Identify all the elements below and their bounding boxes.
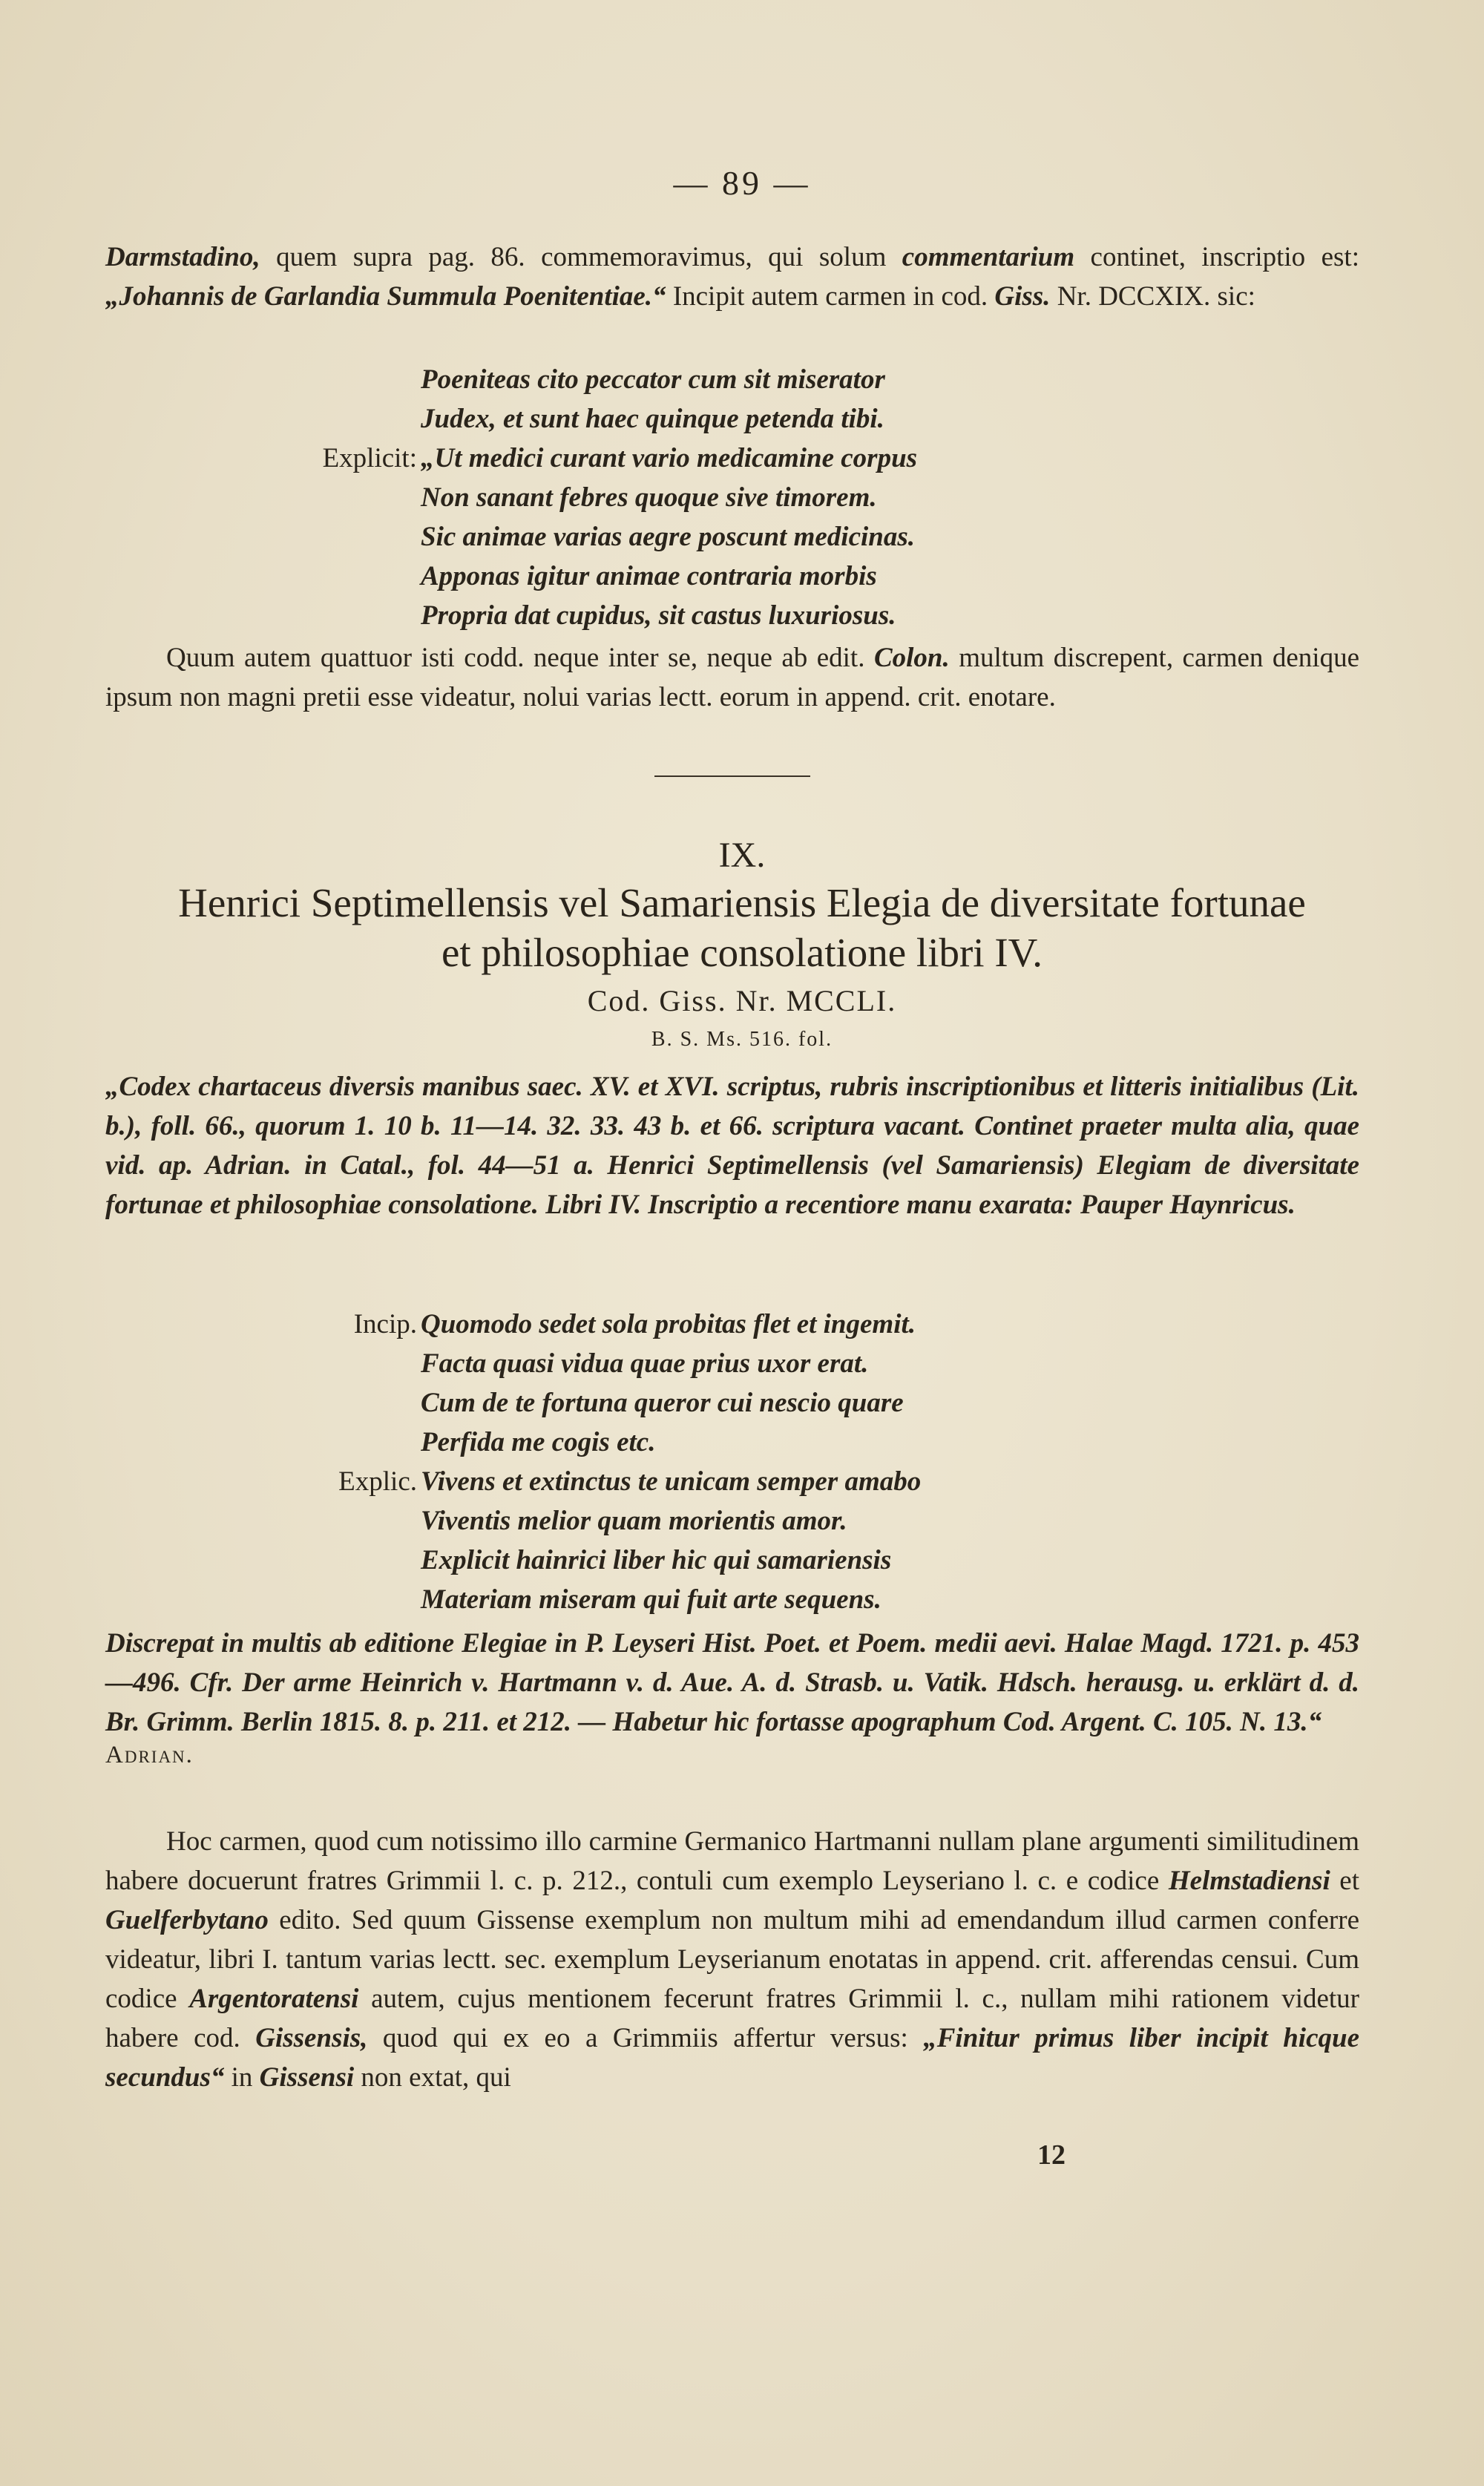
section-title: Henrici Septimellensis vel Samariensis Elegia de diversitate fortunae et philosophiae consolatione libri IV.: [178, 880, 1306, 975]
verse-line: Explic. Vivens et extinctus te unicam semper amabo: [338, 1466, 922, 1497]
intro-text: „Johannis de Garlandia Summula Poenitentiae.“: [105, 281, 666, 312]
verse-line: Explicit hainrici liber hic qui samariensis: [421, 1545, 892, 1575]
verse-line: Apponas igitur animae contraria morbis: [421, 561, 877, 591]
paragraph-quum: Quum autem quattuor isti codd. neque inter se, neque ab edit. Colon. multum discrepent, carmen denique ipsum non magni pretii esse videatur, nolui varias lectt. eorum in append. crit. enotare.: [105, 643, 1359, 712]
verse-line: Facta quasi vidua quae prius uxor erat.: [421, 1348, 869, 1379]
intro-text: Nr. DCCXIX. sic:: [1050, 281, 1255, 312]
intro-text: Giss.: [994, 281, 1051, 312]
verse-line: Propria dat cupidus, sit castus luxuriosus.: [421, 600, 896, 631]
verse-block-1: [105, 360, 1359, 635]
codex-description: „Codex chartaceus diversis manibus saec. XV. et XVI. scriptus, rubris inscriptionibus et litteris initialibus (Lit. b.), foll. 66., quorum 1. 10 b. 11—14. 32. 33. 43 b. et 66. scriptura vacant. Continet praeter multa alia, quae vid. ap. Adrian. in Catal., fol. 44—51 a. Henrici Septimellensis (vel Samariensis) Elegiam de diversitate fortunae et philosophiae consolatione. Libri IV. Inscriptio a recentiore manu exarata: Pauper Haynricus.: [105, 1072, 1359, 1220]
signature-mark: 12: [1037, 2139, 1066, 2171]
intro-text: inscriptio est:: [1201, 242, 1359, 272]
section-numeral: IX.: [718, 836, 766, 875]
verse-line: Cum de te fortuna queror cui nescio quare: [421, 1388, 904, 1418]
intro-text: in cod.: [913, 281, 995, 312]
verse-line: Incip. Quomodo sedet sola probitas flet et ingemit.: [353, 1309, 916, 1339]
verse-line: Materiam miseram qui fuit arte sequens.: [421, 1584, 881, 1615]
intro-text: Darmstadino,: [105, 242, 260, 272]
intro-text: continet,: [1074, 242, 1186, 272]
library-shelfmark: B. S. Ms. 516. fol.: [651, 1028, 833, 1051]
intro-paragraph: [105, 237, 1359, 316]
verse-line: Poeniteas cito peccator cum sit miserator: [421, 364, 885, 395]
verse-line: Judex, et sunt haec quinque petenda tibi.: [421, 404, 884, 434]
section-divider: [654, 775, 810, 777]
intro-text: Incipit autem carmen: [666, 281, 907, 312]
verse-block-2: [105, 1305, 1359, 1619]
verse-line: Perfida me cogis etc.: [421, 1427, 656, 1457]
verse-line: Sic animae varias aegre poscunt medicinas.: [421, 522, 915, 552]
verse-line: Viventis melior quam morientis amor.: [421, 1506, 847, 1536]
author-abbrev: Adrian.: [105, 1742, 194, 1768]
intro-text: quem supra pag. 86. commemoravimus, qui solum: [260, 242, 902, 272]
paragraph-hoc: Hoc carmen, quod cum notissimo illo carmine Germanico Hartmanni nullam plane argumenti similitudinem habere docuerunt fratres Grimmii l. c. p. 212., contuli cum exemplo Leyseriano l. c. e codice Helmstadiensi et Guelferbytano edito. Sed quum Gissense exemplum non multum mihi ad emendandum illud carmen conferre videatur, libri I. tantum varias lectt. sec. exemplum Leyserianum enotatas in append. crit. afferendas censui. Cum codice Argentoratensi autem, cujus mentionem fecerunt fratres Grimmii l. c., nullam mihi rationem videtur habere cod. Gissensis, quod qui ex eo a Grimmiis affertur versus: „Finitur primus liber incipit hicque secundus“ in Gissensi non extat, qui: [105, 1826, 1359, 2093]
intro-text: commentarium: [902, 242, 1075, 272]
codex-shelfmark: Cod. Giss. Nr. MCCLI.: [587, 984, 897, 1017]
verse-line: Explicit: „Ut medici curant vario medicamine corpus: [322, 443, 918, 473]
verse-line: Non sanant febres quoque sive timorem.: [421, 482, 877, 513]
page-number: — 89 —: [673, 164, 811, 202]
discrepat-note: Discrepat in multis ab editione Elegiae in P. Leyseri Hist. Poet. et Poem. medii aevi. Halae Magd. 1721. p. 453—496. Cfr. Der arme Heinrich v. Hartmann v. d. Aue. A. d. Strasb. u. Vatik. Hdsch. herausg. u. erklärt d. d. Br. Grimm. Berlin 1815. 8. p. 211. et 212. — Habetur hic fortasse apographum Cod. Argent. C. 105. N. 13.“ Adrian.: [105, 1628, 1359, 1768]
